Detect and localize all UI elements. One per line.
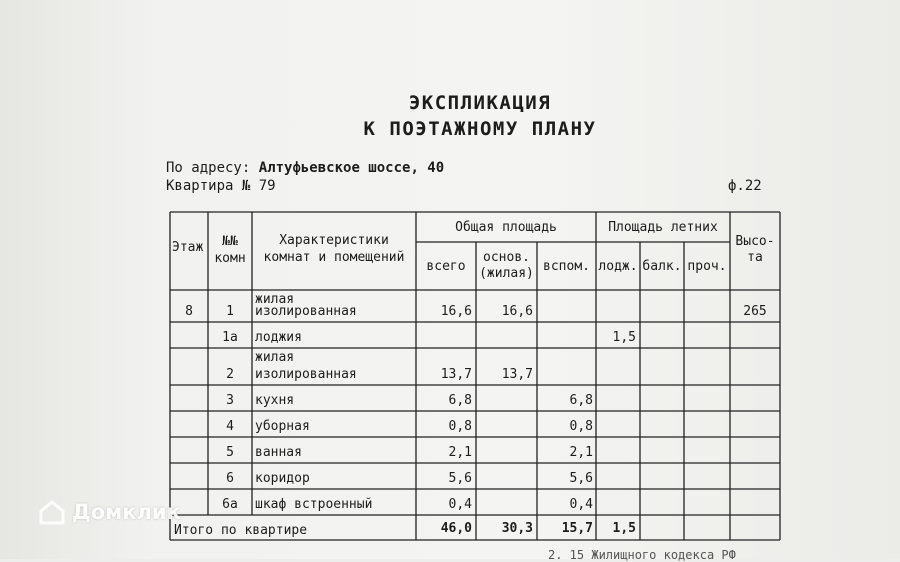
- header-characteristics-2: комнат и помещений: [263, 250, 405, 265]
- row-description: изолированная: [255, 304, 357, 319]
- row-area-main: 16,6: [501, 304, 533, 319]
- row-room-number: 1а: [222, 330, 238, 345]
- header-total-area: Общая площадь: [455, 220, 557, 235]
- total-label: Итого по квартире: [174, 523, 308, 538]
- row-area-all: 13,7: [440, 367, 472, 382]
- row-area-all: 0,4: [448, 497, 472, 512]
- total-loggia: 1,5: [612, 521, 636, 536]
- row-area-main: 13,7: [501, 367, 533, 382]
- domclick-watermark: [38, 498, 181, 526]
- header-loggia: лодж.: [598, 259, 638, 274]
- row-description: кухня: [255, 393, 295, 408]
- row-room-number: 6: [226, 471, 234, 486]
- header-summer-area: Площадь летних: [608, 220, 718, 235]
- row-description-1: жилая: [255, 350, 295, 365]
- header-room-no-2: комн: [214, 251, 246, 266]
- header-characteristics-1: Характеристики: [279, 233, 389, 248]
- row-area-all: 6,8: [448, 393, 472, 408]
- total-main: 30,3: [501, 521, 533, 536]
- header-main-2: (жилая): [479, 266, 534, 281]
- header-height-1: Высо-: [735, 234, 775, 249]
- address-value: Алтуфьевское шоссе, 40: [258, 160, 445, 176]
- row-area-all: 5,6: [448, 471, 472, 486]
- header-room-no-1: №№: [222, 234, 238, 249]
- row-room-number: 5: [226, 445, 234, 460]
- watermark-text: Домклик: [72, 500, 181, 524]
- row-description: ванная: [255, 445, 302, 460]
- row-description: уборная: [255, 419, 310, 434]
- row-area-all: 2,1: [448, 445, 472, 460]
- row-room-number: 4: [226, 419, 234, 434]
- header-balcony: балк.: [642, 259, 682, 274]
- row-area-aux: 6,8: [569, 393, 593, 408]
- row-description: лоджия: [255, 330, 302, 345]
- footnote: 2. 15 Жилищного кодекса РФ: [548, 548, 736, 562]
- row-area-aux: 0,4: [569, 497, 593, 512]
- row-description: изолированная: [255, 367, 357, 382]
- header-aux: вспом.: [543, 259, 590, 274]
- row-room-number: 2: [226, 367, 234, 382]
- row-area-aux: 0,8: [569, 419, 593, 434]
- header-floor: Этаж: [172, 240, 204, 255]
- header-all: всего: [426, 259, 466, 274]
- header-main-1: основ.: [483, 250, 530, 265]
- total-all: 46,0: [440, 521, 472, 536]
- row-area-loggia: 1,5: [612, 330, 636, 345]
- row-area-all: 0,8: [448, 419, 472, 434]
- form-number: ф.22: [728, 178, 762, 194]
- apartment-number: Квартира № 79: [166, 178, 276, 194]
- row-description: шкаф встроенный: [255, 497, 373, 512]
- doc-subtitle: К ПОЭТАЖНОМУ ПЛАНУ: [363, 118, 597, 140]
- address-label: По адресу:: [166, 160, 251, 176]
- row-room-number: 6а: [222, 497, 238, 512]
- row-area-aux: 5,6: [569, 471, 593, 486]
- row-description-1: жилая: [255, 292, 295, 307]
- doc-title: ЭКСПЛИКАЦИЯ: [408, 92, 552, 114]
- row-room-number: 1: [226, 304, 234, 319]
- row-floor: 8: [185, 304, 193, 319]
- header-height-2: та: [747, 250, 763, 265]
- total-aux: 15,7: [561, 521, 593, 536]
- house-logo-icon: [38, 498, 66, 526]
- row-room-number: 3: [226, 393, 234, 408]
- row-area-aux: 2,1: [569, 445, 593, 460]
- header-other: проч.: [687, 259, 727, 274]
- row-area-all: 16,6: [440, 304, 472, 319]
- row-height: 265: [743, 304, 767, 319]
- row-description: коридор: [255, 471, 310, 486]
